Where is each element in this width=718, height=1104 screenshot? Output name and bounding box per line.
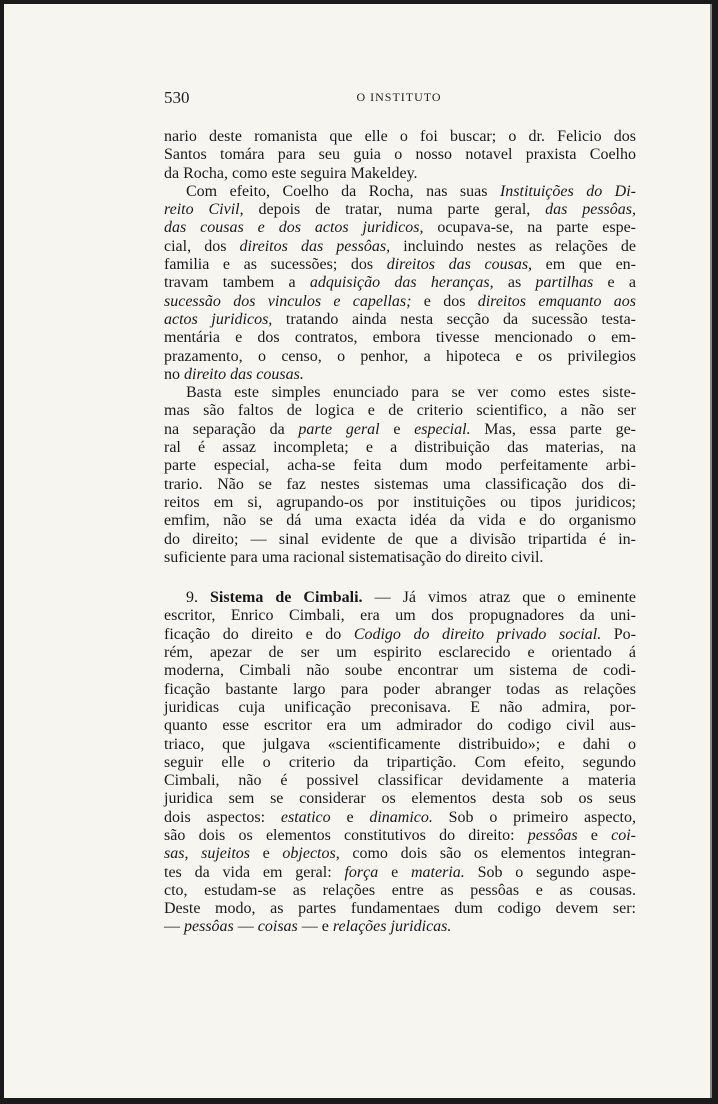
text-line <box>164 736 636 754</box>
text-run: e <box>577 826 612 844</box>
text-line <box>164 128 636 146</box>
paragraph <box>164 384 636 567</box>
page-header <box>164 88 634 112</box>
text-line <box>164 882 636 900</box>
italic-text: das cousas e dos actos juridicos, <box>164 219 424 237</box>
bold-heading: Sistema de Cimbali. <box>210 589 363 607</box>
paragraph <box>164 128 636 183</box>
text-run: Sob o segundo aspe- <box>464 863 637 881</box>
text-run: e dos <box>411 292 478 310</box>
text-run: e <box>330 808 370 826</box>
text-run: depois de tratar, numa parte geral, <box>243 201 546 219</box>
text-run: rém, apezar de ser um espirito esclarecido e orientado á <box>164 644 636 662</box>
text-run: da Rocha, como este seguira Makeldey. <box>164 164 418 182</box>
page-number: 530 <box>164 88 190 107</box>
text-run: trario. Não se faz nestes sistemas uma classificação dos di- <box>164 475 636 493</box>
text-run: Sob o primeiro aspecto, <box>432 808 636 826</box>
text-line <box>164 681 636 699</box>
text-run: Com efeito, Coelho da Rocha, nas suas <box>186 182 500 200</box>
italic-text: estatico <box>280 808 331 826</box>
italic-text: Instituições do Di- <box>499 182 636 200</box>
italic-text: partilhas <box>535 274 594 292</box>
text-run: Deste modo, as partes fundamentaes dum codigo devem ser: <box>164 900 636 918</box>
italic-text: direito das cousas. <box>184 365 304 383</box>
text-line <box>164 384 636 402</box>
text-run: mas são faltos de logica e de criterio scientifico, a não ser <box>164 402 636 420</box>
text-run: — Já vimos atraz que o eminente <box>362 589 637 607</box>
text-line <box>164 772 636 790</box>
text-run: tratando ainda nesta secção da sucessão testa- <box>272 310 636 328</box>
text-run: e <box>250 845 283 863</box>
text-line <box>164 512 636 530</box>
text-run: triaco, que julgava «scientificamente distribuido»; e dahi o <box>164 735 636 753</box>
text-line <box>164 790 636 808</box>
section-gap <box>164 567 636 589</box>
text-line <box>164 827 636 845</box>
text-run: juridica sem se considerar os elementos desta sob os seus <box>164 790 636 808</box>
text-line <box>164 457 636 475</box>
text-run: Cimbali, não é possivel classificar devidamente a materia <box>164 772 636 790</box>
body-text <box>164 128 636 937</box>
text-line <box>164 293 636 311</box>
text-run: quanto esse escritor era um admirador do codigo civil aus- <box>164 717 636 735</box>
text-line <box>164 165 636 183</box>
text-line <box>164 754 636 772</box>
text-run: ficação bastante largo para poder abranger todas as relações <box>164 680 636 698</box>
italic-text: materia. <box>410 863 465 881</box>
italic-text: coi- <box>611 826 636 844</box>
text-line <box>164 402 636 420</box>
text-run: travam tambem a <box>164 274 310 292</box>
text-line <box>164 864 636 882</box>
italic-text: direitos das cousas, <box>386 256 533 274</box>
text-run: — e <box>297 918 333 936</box>
text-run: familia e as sucessões; dos <box>164 256 387 274</box>
text-line <box>164 717 636 735</box>
text-line <box>164 549 636 567</box>
text-line <box>164 366 636 384</box>
text-run: reitos em si, agrupando-os por instituições ou tipos juridicos; <box>164 493 636 511</box>
text-line <box>164 311 636 329</box>
text-run: do direito; — sinal evidente de que a divisão tripartida é in- <box>164 530 636 548</box>
text-run: ral é assaz incompleta; e a distribuição das materias, na <box>164 439 636 457</box>
text-line <box>164 219 636 237</box>
text-line <box>164 589 636 607</box>
text-line <box>164 421 636 439</box>
italic-text: direitos das pessôas, <box>239 237 391 255</box>
italic-text: direitos emquanto aos <box>477 292 636 310</box>
text-line <box>164 644 636 662</box>
text-run: mentária e dos contratos, embora tivesse mencionado o em- <box>164 329 636 347</box>
text-run: escritor, Enrico Cimbali, era um dos propugnadores da uni- <box>164 607 636 625</box>
text-run: juridicas cuja unificação preconisava. E não admira, por- <box>164 698 636 716</box>
italic-text: especial. <box>414 420 471 438</box>
text-line <box>164 329 636 347</box>
text-run: ocupava-se, na parte espe- <box>423 219 636 237</box>
text-run: seguir elle o criterio da tripartição. Com efeito, segundo <box>164 753 636 771</box>
text-run: como dois são os elementos integran- <box>339 845 637 863</box>
text-line <box>164 146 636 164</box>
text-line <box>164 699 636 717</box>
text-line <box>164 348 636 366</box>
italic-text: dinamico. <box>369 808 433 826</box>
text-run: e a <box>593 274 637 292</box>
text-line <box>164 274 636 292</box>
text-run: incluindo nestes as relações de <box>390 237 636 255</box>
text-run: Santos tomára para seu guia o nosso notavel praxista Coelho <box>164 146 636 164</box>
text-run: em que en- <box>532 256 637 274</box>
text-line <box>164 256 636 274</box>
text-run: dois aspectos: <box>164 808 281 826</box>
text-line <box>164 607 636 625</box>
italic-text: adquisição das heranças, <box>309 274 494 292</box>
paragraph <box>164 589 636 937</box>
italic-text: sucessão dos vinculos e capellas; <box>164 292 412 310</box>
text-line <box>164 494 636 512</box>
text-run: são dois os elementos constitutivos do direito: <box>164 826 528 844</box>
italic-text: das pessôas, <box>545 201 637 219</box>
running-title: O INSTITUTO <box>356 90 442 104</box>
italic-text: actos juridicos, <box>164 310 273 328</box>
text-run: ficação do direito e do <box>164 625 354 643</box>
text-run: suficiente para uma racional sistematisação do direito civil. <box>164 548 544 566</box>
text-run: e <box>379 420 415 438</box>
text-run: Mas, essa parte ge- <box>470 420 636 438</box>
italic-text: relações juridicas. <box>332 918 452 936</box>
text-run: — <box>164 918 184 936</box>
italic-text: reito Civil, <box>164 201 244 219</box>
text-run: emfim, não se dá uma exacta idéa da vida e do organismo <box>164 512 636 530</box>
italic-text: objectos, <box>282 845 340 863</box>
text-line <box>164 626 636 644</box>
text-run: no <box>164 365 184 383</box>
text-line <box>164 183 636 201</box>
scanned-page <box>4 4 712 1098</box>
paragraph <box>164 183 636 384</box>
text-run: cto, estudam-se as relações entre as pessôas e as cousas. <box>164 881 636 899</box>
text-run: na separação da <box>164 420 299 438</box>
text-run: prazamento, o censo, o penhor, a hipoteca e os privilegios <box>164 347 636 365</box>
italic-text: parte geral <box>298 420 380 438</box>
text-run: parte especial, acha-se feita dum modo perfeitamente arbi- <box>164 457 636 475</box>
text-line <box>164 439 636 457</box>
text-line <box>164 809 636 827</box>
text-run: nario deste romanista que elle o foi buscar; o dr. Felicio dos <box>164 128 636 145</box>
text-line <box>164 531 636 549</box>
text-run: e <box>378 863 411 881</box>
text-run: Po- <box>601 625 636 643</box>
text-line <box>164 918 636 936</box>
text-run: cial, dos <box>164 237 240 255</box>
text-line <box>164 201 636 219</box>
italic-text: coisas <box>257 918 298 936</box>
text-run: tes da vida em geral: <box>164 863 345 881</box>
text-line <box>164 476 636 494</box>
italic-text: pessôas <box>527 826 578 844</box>
text-line <box>164 845 636 863</box>
italic-text: pessôas <box>184 918 234 936</box>
text-run: Basta este simples enunciado para se ver como estes siste- <box>186 384 636 402</box>
text-run: as <box>493 274 536 292</box>
italic-text: Codigo do direito privado social. <box>353 625 602 643</box>
text-line <box>164 238 636 256</box>
text-run: moderna, Cimbali não soube encontrar um sistema de codi- <box>164 662 636 680</box>
italic-text: força <box>344 863 379 881</box>
text-line <box>164 662 636 680</box>
italic-text: sas, sujeitos <box>164 845 250 863</box>
text-run: — <box>233 918 258 936</box>
text-line <box>164 900 636 918</box>
text-run: 9. <box>186 589 211 607</box>
